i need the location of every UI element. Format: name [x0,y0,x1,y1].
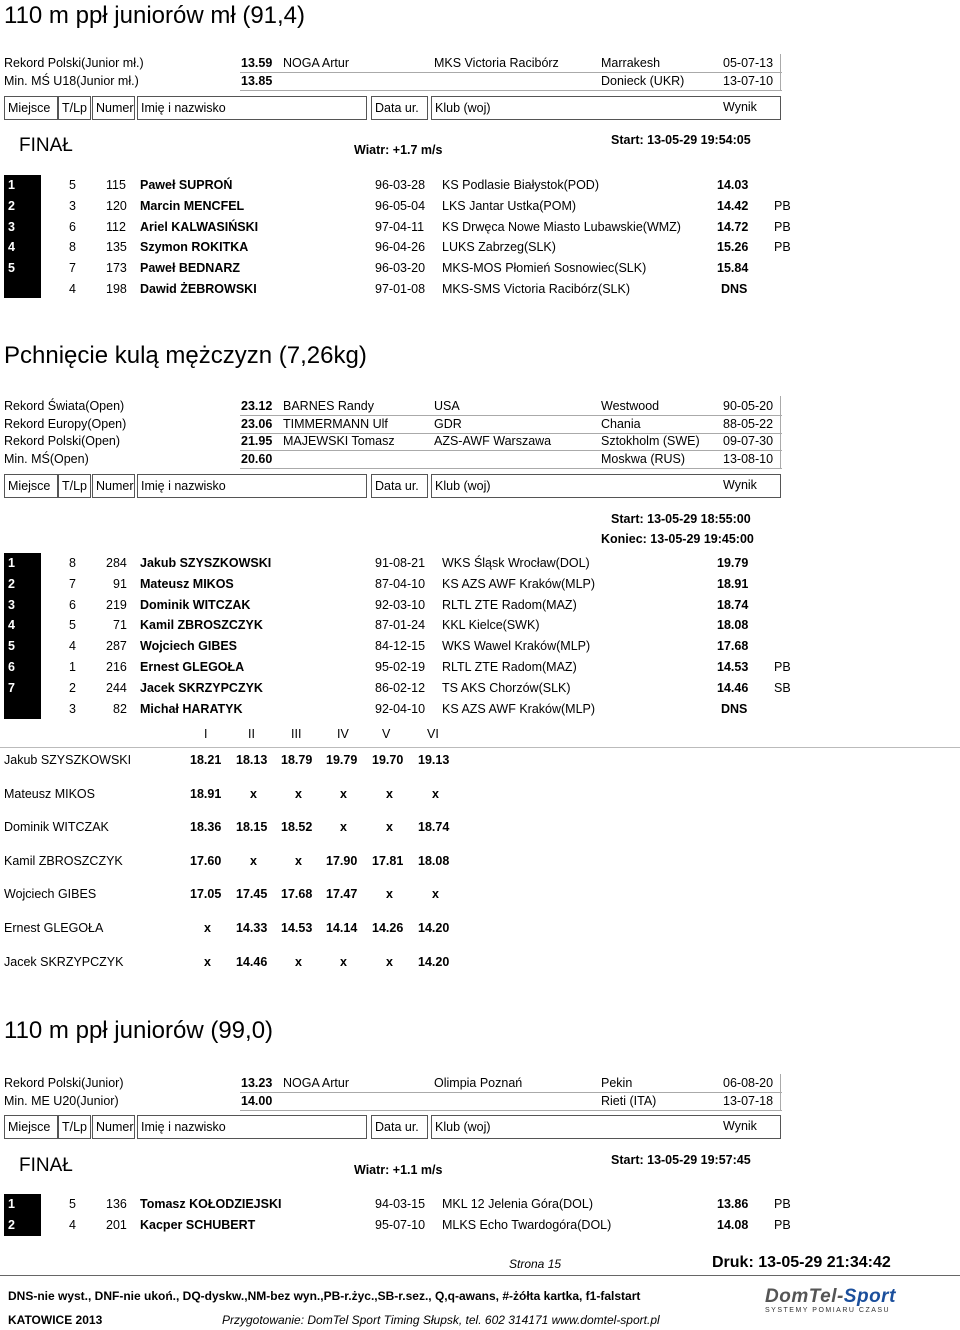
attempt-value: 18.91 [190,786,222,801]
attempt-value: x [204,954,211,969]
result-row [0,258,960,279]
club: WKS Wawel Kraków(MLP) [442,639,591,654]
lane: 1 [69,660,76,674]
result: 14.53 [717,660,749,674]
result-row [0,1194,960,1215]
event-title: Pchnięcie kulą mężczyzn (7,26kg) [4,342,367,369]
bib: 173 [106,261,127,276]
attempt-value: x [386,786,393,801]
attempt-athlete: Jakub SZYSZKOWSKI [4,753,132,767]
note: PB [774,1197,791,1211]
result-row [0,699,960,720]
record-club: AZS-AWF Warszawa [434,434,552,449]
attempt-value: 17.81 [372,853,404,868]
club: TS AKS Chorzów(SLK) [442,680,571,695]
attempt-value: x [250,786,257,801]
attempt-value: x [340,786,347,801]
club: LUKS Zabrzeg(SLK) [442,240,556,255]
athlete-name: Dawid ŻEBROWSKI [140,282,257,296]
attempt-value: x [250,853,257,868]
result-row [0,237,960,258]
record-value: 23.12 [241,399,273,413]
col-header-place: Miejsce [4,96,58,120]
stage-label: FINAŁ [19,135,73,156]
prepared-by: Przygotowanie: DomTel Sport Timing Słupsk, tel. 602 314171 www.domtel-sport.pl [222,1313,660,1327]
club: KS Podlasie Białystok(POD) [442,178,600,192]
athlete-name: Jacek SKRZYPCZYK [140,680,263,695]
record-date: 05-07-13 [723,56,774,70]
athlete-name: Ariel KALWASIŃSKI [140,219,259,234]
bib: 201 [106,1217,127,1232]
bib: 112 [106,219,126,234]
record-holder: BARNES Randy [283,399,375,413]
record-date: 13-08-10 [723,452,774,467]
attempt-value: 17.45 [236,887,268,902]
attempt-value: 19.70 [372,753,404,767]
record-place: Moskwa (RUS) [601,452,686,467]
record-place: Pekin [601,1076,633,1090]
attempt-athlete: Mateusz MIKOS [4,786,95,801]
place: 3 [8,219,15,234]
col-header-bib: Numer [92,96,135,120]
record-label: Min. MŚ U18(Junior mł.) [4,74,139,88]
record-value: 14.00 [241,1094,273,1108]
col-header-club: Klub (woj) [431,1115,781,1139]
col-header-dob: Data ur. [371,1115,428,1139]
result: 14.46 [717,680,749,695]
note: PB [774,198,791,213]
attempt-value: 17.60 [190,853,222,868]
result-row [0,574,960,595]
club: MKS-MOS Płomień Sosnowiec(SLK) [442,261,647,276]
result: 18.74 [717,597,749,612]
result-row [0,615,960,636]
attempt-value: 14.14 [326,921,358,935]
lane: 4 [69,1217,76,1232]
record-club: Olimpia Poznań [434,1076,523,1090]
result-row [0,657,960,678]
record-place: Donieck (UKR) [601,74,685,88]
bib: 71 [113,618,127,633]
attempt-athlete: Jacek SKRZYPCZYK [4,954,124,969]
result-row [0,636,960,657]
record-date: 09-07-30 [723,434,774,449]
result-row [0,217,960,238]
attempt-value: x [432,887,439,902]
wind-info: Wiatr: +1.1 m/s [354,1163,443,1177]
club: KS AZS AWF Kraków(MLP) [442,701,596,716]
record-club: MKS Victoria Racibórz [434,56,559,70]
athlete-name: Wojciech GIBES [140,639,238,654]
record-value: 13.59 [241,56,273,70]
attempt-value: x [432,786,439,801]
record-place: Chania [601,416,641,431]
birth-date: 96-03-28 [375,178,426,192]
attempt-value: x [295,954,302,969]
result-row [0,196,960,217]
result-row [0,175,960,196]
club: RLTL ZTE Radom(MAZ) [442,597,577,612]
record-club: USA [434,399,460,413]
record-date: 90-05-20 [723,399,774,413]
attempt-value: 14.20 [418,921,450,935]
birth-date: 95-02-19 [375,660,426,674]
club: WKS Śląsk Wrocław(DOL) [442,556,590,570]
col-header-club: Klub (woj) [431,474,781,498]
record-label: Min. MŚ(Open) [4,452,89,467]
result-row [0,678,960,699]
attempt-header: III [291,727,302,741]
col-header-name: Imię i nazwisko [137,96,367,120]
attempt-value: 14.26 [372,921,404,935]
bib: 82 [113,701,127,716]
lane: 8 [69,240,76,255]
result: 17.68 [717,639,749,654]
result: 19.79 [717,556,749,570]
start-time: Start: 13-05-29 19:57:45 [611,1153,751,1167]
place: 5 [8,261,15,276]
club: RLTL ZTE Radom(MAZ) [442,660,577,674]
bib: 120 [106,198,127,213]
birth-date: 94-03-15 [375,1197,426,1211]
col-header-place: Miejsce [4,1115,58,1139]
bib: 115 [106,178,126,192]
lane: 5 [69,178,76,192]
bib: 219 [106,597,127,612]
bib: 287 [106,639,127,654]
attempt-athlete: Ernest GLEGOŁA [4,921,104,935]
col-header-club: Klub (woj) [431,96,781,120]
attempt-value: x [204,921,211,935]
birth-date: 96-04-26 [375,240,426,255]
club: MLKS Echo Twardogóra(DOL) [442,1217,612,1232]
attempt-value: 17.68 [281,887,313,902]
birth-date: 96-05-04 [375,198,426,213]
result: 14.42 [717,198,749,213]
athlete-name: Paweł SUPROŃ [140,178,233,192]
attempt-athlete: Wojciech GIBES [4,887,97,902]
athlete-name: Jakub SZYSZKOWSKI [140,556,272,570]
result-row [0,553,960,574]
record-date: 13-07-10 [723,74,774,88]
attempt-value: 18.08 [418,853,450,868]
athlete-name: Szymon ROKITKA [140,240,249,255]
legend: DNS-nie wyst., DNF-nie ukoń., DQ-dyskw.,NM-bez wyn.,PB-r.życ.,SB-r.sez., Q,q-awans, #-żółta kartka, f1-falstart [8,1289,641,1303]
birth-date: 84-12-15 [375,639,426,654]
start-time: Start: 13-05-29 18:55:00 [611,512,751,526]
attempt-value: x [386,820,393,835]
col-header-lane: T/Lp [58,1115,91,1139]
attempt-value: 18.52 [281,820,313,835]
lane: 4 [69,639,76,654]
attempt-value: 18.79 [281,753,313,767]
attempt-value: x [340,820,347,835]
bib: 216 [106,660,127,674]
attempt-value: 18.13 [236,753,268,767]
lane: 2 [69,680,76,695]
attempt-value: 18.15 [236,820,268,835]
stage-label: FINAŁ [19,1155,73,1176]
place: 5 [8,639,15,654]
record-holder: NOGA Artur [283,1076,349,1090]
place: 1 [8,556,15,570]
record-value: 20.60 [241,452,273,467]
start-time: Start: 13-05-29 19:54:05 [611,133,751,147]
birth-date: 95-07-10 [375,1217,426,1232]
record-value: 13.23 [241,1076,273,1090]
record-label: Rekord Polski(Junior) [4,1076,124,1090]
record-value: 21.95 [241,434,273,449]
attempt-value: 18.74 [418,820,450,835]
athlete-name: Ernest GLEGOŁA [140,660,245,674]
place: 2 [8,1217,15,1232]
result-row [0,279,960,300]
bib: 135 [106,240,127,255]
result: 18.08 [717,618,749,633]
col-header-lane: T/Lp [58,474,91,498]
attempt-value: 17.47 [326,887,358,902]
lane: 5 [69,618,76,633]
record-date: 06-08-20 [723,1076,774,1090]
attempt-value: 14.20 [418,954,450,969]
athlete-name: Kacper SCHUBERT [140,1217,256,1232]
athlete-name: Tomasz KOŁODZIEJSKI [140,1197,282,1211]
attempt-value: 17.05 [190,887,222,902]
athlete-name: Paweł BEDNARZ [140,261,241,276]
result: 14.08 [717,1217,749,1232]
club: LKS Jantar Ustka(POM) [442,198,577,213]
club: MKS-SMS Victoria Racibórz(SLK) [442,282,631,296]
lane: 3 [69,701,76,716]
birth-date: 92-03-10 [375,597,426,612]
lane: 6 [69,219,76,234]
birth-date: 91-08-21 [375,556,426,570]
result: 13.86 [717,1197,749,1211]
col-header-result: Wynik [723,1119,757,1133]
attempt-value: x [340,954,347,969]
attempt-value: 14.53 [281,921,313,935]
lane: 3 [69,198,76,213]
col-header-dob: Data ur. [371,96,428,120]
result: 15.84 [717,261,749,276]
result: DNS [721,282,748,296]
lane: 7 [69,576,76,591]
lane: 8 [69,556,76,570]
col-header-bib: Numer [92,1115,135,1139]
record-value: 13.85 [241,74,273,88]
attempt-value: 18.36 [190,820,222,835]
col-header-bib: Numer [92,474,135,498]
result: 18.91 [717,576,749,591]
birth-date: 86-02-12 [375,680,426,695]
place: 2 [8,198,15,213]
birth-date: 92-04-10 [375,701,426,716]
bib: 136 [106,1197,127,1211]
place: 4 [8,240,15,255]
col-header-dob: Data ur. [371,474,428,498]
bib: 244 [106,680,127,695]
place: 7 [8,680,15,695]
event-title: 110 m ppł juniorów (99,0) [4,1017,274,1044]
record-date: 13-07-18 [723,1094,774,1108]
record-label: Min. ME U20(Junior) [4,1094,119,1108]
birth-date: 97-04-11 [375,219,425,234]
row-divider [240,450,782,451]
note: PB [774,219,791,234]
note: PB [774,660,791,674]
attempt-athlete: Dominik WITCZAK [4,820,109,835]
attempt-value: 19.13 [418,753,450,767]
attempt-header: V [382,727,391,741]
record-date: 88-05-22 [723,416,774,431]
record-club: GDR [434,416,462,431]
place: 2 [8,576,15,591]
result: 14.03 [717,178,749,192]
record-holder: MAJEWSKI Tomasz [283,434,395,449]
record-place: Westwood [601,399,660,413]
lane: 6 [69,597,76,612]
note: PB [774,1217,791,1232]
attempt-value: x [386,954,393,969]
birth-date: 87-04-10 [375,576,426,591]
lane: 5 [69,1197,76,1211]
birth-date: 97-01-08 [375,282,426,296]
attempt-header: IV [337,727,349,741]
event-title: 110 m ppł juniorów mł (91,4) [4,2,306,29]
end-time: Koniec: 13-05-29 19:45:00 [601,532,754,546]
athlete-name: Dominik WITCZAK [140,597,251,612]
result: DNS [721,701,748,716]
record-holder: TIMMERMANN Ulf [283,416,388,431]
record-holder: NOGA Artur [283,56,349,70]
attempt-header: II [248,727,255,741]
place: 4 [8,618,15,633]
birth-date: 87-01-24 [375,618,426,633]
club: KKL Kielce(SWK) [442,618,540,633]
bib: 284 [106,556,127,570]
attempt-value: 14.33 [236,921,268,935]
result: 15.26 [717,240,749,255]
athlete-name: Kamil ZBROSZCZYK [140,618,263,633]
club: KS AZS AWF Kraków(MLP) [442,576,596,591]
attempt-value: 18.21 [190,753,222,767]
attempt-value: 17.90 [326,853,358,868]
record-label: Rekord Europy(Open) [4,416,127,431]
result-row [0,1215,960,1236]
row-divider [240,468,782,469]
attempt-header: I [204,727,208,741]
place: 1 [8,1197,15,1211]
attempt-value: x [295,786,302,801]
record-place: Sztokholm (SWE) [601,434,700,449]
place: 6 [8,660,15,674]
print-timestamp: Druk: 13-05-29 21:34:42 [712,1254,891,1271]
athlete-name: Marcin MENCFEL [140,198,245,213]
lane: 4 [69,282,76,296]
lane: 7 [69,261,76,276]
club: MKL 12 Jelenia Góra(DOL) [442,1197,593,1211]
note: SB [774,680,791,695]
col-header-result: Wynik [723,100,757,114]
domtel-logo: DomTel-Sport SYSTEMY POMIARU CZASU [765,1286,896,1314]
record-place: Rieti (ITA) [601,1094,657,1108]
result: 14.72 [717,219,749,234]
attempt-value: x [386,887,393,902]
club: KS Drwęca Nowe Miasto Lubawskie(WMZ) [442,219,681,234]
record-label: Rekord Polski(Junior mł.) [4,56,144,70]
bib: 91 [113,576,127,591]
col-header-name: Imię i nazwisko [137,474,367,498]
attempt-value: x [295,853,302,868]
record-value: 23.06 [241,416,273,431]
event-name: KATOWICE 2013 [8,1313,103,1327]
record-label: Rekord Polski(Open) [4,434,121,449]
attempt-value: 14.46 [236,954,268,969]
record-label: Rekord Świata(Open) [4,399,125,413]
col-header-place: Miejsce [4,474,58,498]
birth-date: 96-03-20 [375,261,426,276]
bib: 198 [106,282,127,296]
record-place: Marrakesh [601,56,661,70]
note: PB [774,240,791,255]
athlete-name: Mateusz MIKOS [140,576,234,591]
place: 3 [8,597,15,612]
athlete-name: Michał HARATYK [140,701,243,716]
col-header-result: Wynik [723,478,757,492]
col-header-name: Imię i nazwisko [137,1115,367,1139]
attempt-athlete: Kamil ZBROSZCZYK [4,853,123,868]
attempt-value: 19.79 [326,753,358,767]
wind-info: Wiatr: +1.7 m/s [354,143,443,157]
col-header-lane: T/Lp [58,96,91,120]
page-number: Strona 15 [509,1257,562,1271]
place: 1 [8,178,15,192]
attempt-header: VI [427,727,439,741]
result-row [0,595,960,616]
